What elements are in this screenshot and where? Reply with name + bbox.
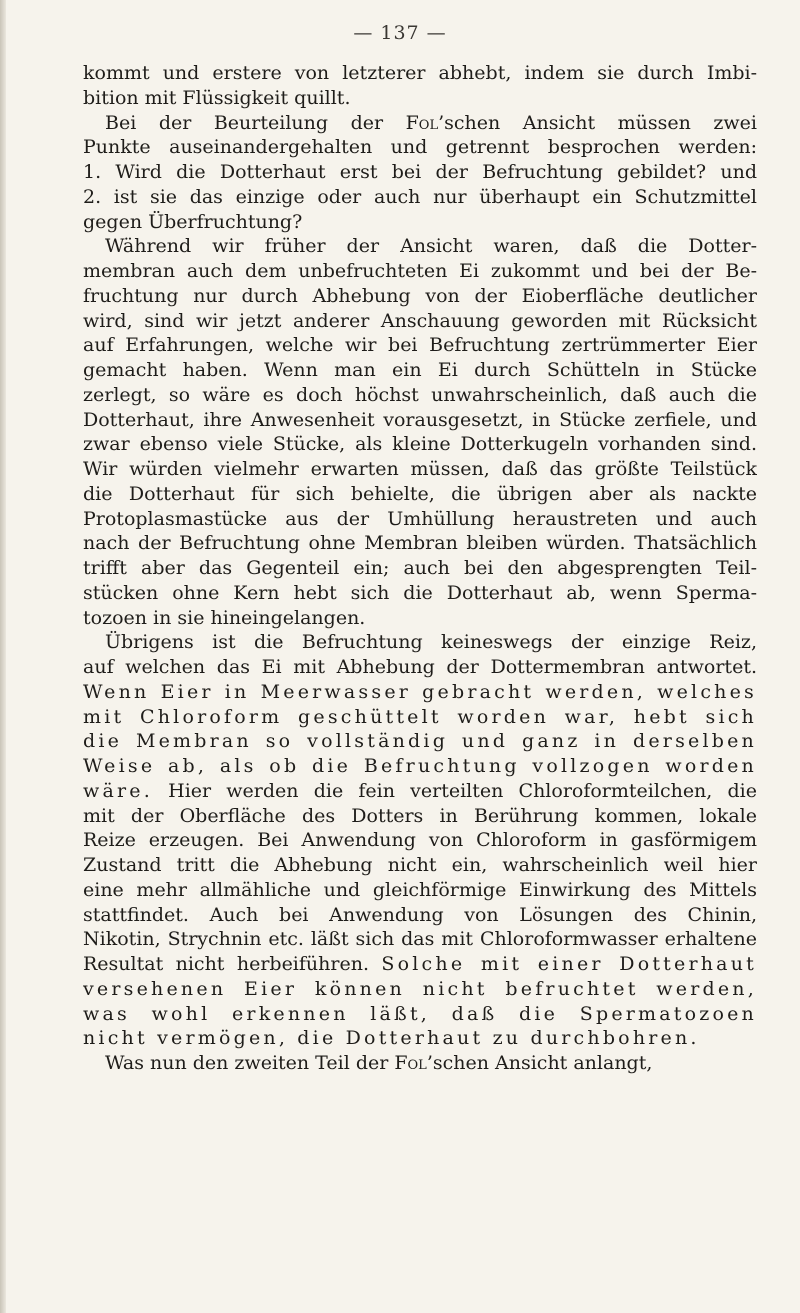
text-line-35 bbox=[83, 903, 757, 928]
text-line-16 bbox=[83, 432, 757, 457]
text-span: ’schen Ansicht müssen zwei bbox=[438, 111, 757, 134]
text-span: Protoplasmastücke aus der Umhüllung heraustreten und auch bbox=[83, 507, 757, 530]
text-line-5 bbox=[83, 160, 757, 185]
text-line-30 bbox=[83, 779, 757, 804]
text-line-1 bbox=[83, 61, 757, 86]
text-span: auf Erfahrungen, welche wir bei Befruchtung zertrümmerter Eier bbox=[83, 334, 757, 357]
text-span: gegen Überfruchtung? bbox=[83, 210, 303, 233]
text-line-26 bbox=[83, 680, 757, 705]
text-line-31 bbox=[83, 804, 757, 829]
text-span: wird, sind wir jetzt anderer Anschauung geworden mit Rücksicht bbox=[83, 309, 757, 332]
text-span: Resultat nicht herbeiführen. bbox=[83, 953, 382, 975]
page-number: — 137 — bbox=[353, 22, 447, 44]
text-span: trifft aber das Gegenteil ein; auch bei den abgesprengten Teil- bbox=[83, 557, 757, 579]
text-line-38 bbox=[83, 977, 757, 1002]
text-line-33 bbox=[83, 853, 757, 878]
text-span: Punkte auseinandergehalten und getrennt besprochen werden: bbox=[83, 136, 757, 159]
text-line-14 bbox=[83, 383, 757, 408]
text-span: Reize erzeugen. Bei Anwendung von Chloroform in gasförmigem bbox=[83, 829, 757, 852]
text-line-39 bbox=[83, 1002, 757, 1027]
author-name: Fol bbox=[405, 111, 439, 134]
text-span: gemacht haben. Wenn man ein Ei durch Schütteln in Stücke bbox=[83, 359, 757, 381]
text-line-13 bbox=[83, 358, 757, 383]
spaced-emphasis: was wohl erkennen läßt, daß die Spermatozoen bbox=[83, 1002, 757, 1025]
text-span: eine mehr allmähliche und gleichförmige Einwirkung des Mittels bbox=[83, 878, 757, 901]
text-line-23 bbox=[83, 606, 757, 631]
text-span: stücken ohne Kern hebt sich die Dotterhaut ab, wenn Sperma- bbox=[83, 581, 757, 604]
text-span: ’schen Ansicht anlangt, bbox=[426, 1052, 653, 1074]
text-line-32 bbox=[83, 828, 757, 853]
text-span: Nikotin, Strychnin etc. läßt sich das mit Chloroformwasser erhaltene bbox=[83, 928, 757, 951]
text-line-37 bbox=[83, 952, 757, 977]
text-line-10 bbox=[83, 284, 757, 309]
spaced-emphasis: Wenn Eier in Meerwasser gebracht werden, welches bbox=[83, 680, 757, 703]
text-line-15 bbox=[83, 408, 757, 433]
text-line-41 bbox=[83, 1051, 757, 1076]
text-span: nach der Befruchtung ohne Membran bleiben würden. Thatsächlich bbox=[83, 532, 757, 555]
text-line-27 bbox=[83, 705, 757, 730]
page-binding-edge bbox=[0, 0, 6, 1313]
text-span: Wir würden vielmehr erwarten müssen, daß das größte Teilstück bbox=[83, 458, 757, 480]
text-line-2 bbox=[83, 86, 757, 111]
text-span: auf welchen das Ei mit Abhebung der Dottermembran antwortet. bbox=[83, 656, 757, 678]
spaced-emphasis: die Membran so vollständig und ganz in derselben bbox=[83, 730, 757, 753]
text-line-28 bbox=[83, 729, 757, 754]
text-line-29 bbox=[83, 754, 757, 779]
text-span: bition mit Flüssigkeit quillt. bbox=[83, 86, 351, 109]
text-span: membran auch dem unbefruchteten Ei zukommt und bei der Be- bbox=[83, 260, 757, 282]
text-span: Dotterhaut, ihre Anwesenheit vorausgesetzt, in Stücke zerfiele, und bbox=[83, 408, 757, 431]
text-line-6 bbox=[83, 185, 757, 210]
text-span: zerlegt, so wäre es doch höchst unwahrscheinlich, daß auch die bbox=[83, 383, 757, 406]
text-line-34 bbox=[83, 878, 757, 903]
text-line-4 bbox=[83, 135, 757, 160]
text-span: stattfindet. Auch bei Anwendung von Lösungen des Chinin, bbox=[83, 903, 757, 926]
text-line-25 bbox=[83, 655, 757, 680]
text-line-22 bbox=[83, 581, 757, 606]
text-span: 2. ist sie das einzige oder auch nur überhaupt ein Schutzmittel bbox=[83, 185, 757, 208]
spaced-emphasis: versehenen Eier können nicht befruchtet werden, bbox=[83, 977, 757, 1000]
text-span: kommt und erstere von letzterer abhebt, indem sie durch Imbi- bbox=[83, 62, 757, 84]
text-line-9 bbox=[83, 259, 757, 284]
spaced-emphasis: wäre. bbox=[83, 779, 153, 802]
text-line-40 bbox=[83, 1026, 757, 1051]
text-span: zwar ebenso viele Stücke, als kleine Dotterkugeln vorhanden sind. bbox=[83, 433, 757, 456]
text-span: Bei der Beurteilung der bbox=[105, 111, 406, 134]
text-line-18 bbox=[83, 482, 757, 507]
text-span: Übrigens ist die Befruchtung keineswegs der einzige Reiz, bbox=[105, 631, 757, 654]
text-line-7 bbox=[83, 210, 757, 235]
text-span: die Dotterhaut für sich behielte, die übrigen aber als nackte bbox=[83, 482, 757, 505]
spaced-emphasis: Solche mit einer Dotterhaut bbox=[381, 953, 757, 975]
text-span: tozoen in sie hineingelangen. bbox=[83, 606, 366, 629]
author-name: Fol bbox=[394, 1052, 427, 1074]
text-line-36 bbox=[83, 927, 757, 952]
spaced-emphasis: nicht vermögen, die Dotterhaut zu durchbohren. bbox=[83, 1027, 700, 1050]
text-span: Während wir früher der Ansicht waren, daß die Dotter- bbox=[105, 235, 757, 258]
spaced-emphasis: Weise ab, als ob die Befruchtung vollzogen worden bbox=[83, 755, 757, 777]
text-line-11 bbox=[83, 309, 757, 334]
text-line-8 bbox=[83, 234, 757, 259]
text-line-20 bbox=[83, 531, 757, 556]
text-line-21 bbox=[83, 556, 757, 581]
text-line-19 bbox=[83, 507, 757, 532]
text-line-3 bbox=[83, 111, 757, 136]
text-line-12 bbox=[83, 333, 757, 358]
body-text bbox=[83, 61, 757, 1076]
text-span: Zustand tritt die Abhebung nicht ein, wahrscheinlich weil hier bbox=[83, 854, 757, 876]
text-span: 1. Wird die Dotterhaut erst bei der Befruchtung gebildet? und bbox=[83, 161, 757, 183]
text-span: Was nun den zweiten Teil der bbox=[105, 1052, 395, 1074]
text-line-24 bbox=[83, 630, 757, 655]
text-span: fruchtung nur durch Abhebung von der Eioberfläche deutlicher bbox=[83, 284, 757, 307]
text-span: Hier werden die fein verteilten Chloroformteilchen, die bbox=[152, 779, 757, 802]
spaced-emphasis: mit Chloroform geschüttelt worden war, hebt sich bbox=[83, 705, 757, 728]
text-line-17 bbox=[83, 457, 757, 482]
text-span: mit der Oberfläche des Dotters in Berührung kommen, lokale bbox=[83, 804, 757, 827]
